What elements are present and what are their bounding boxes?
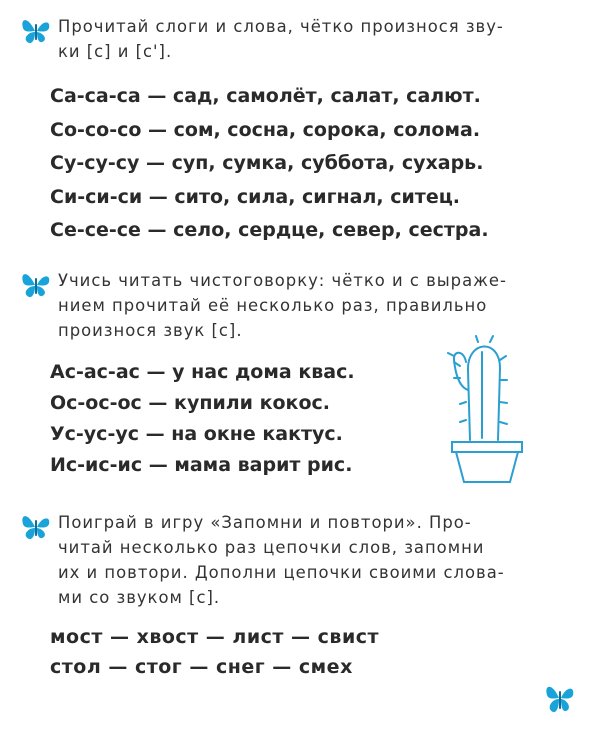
instruction-line: Прочитай слоги и слова, чётко произнося зву- bbox=[58, 17, 504, 36]
word-chain-row: стол — стог — снег — смех bbox=[50, 656, 353, 678]
page-butterfly-icon bbox=[544, 682, 576, 716]
syllable-list bbox=[50, 80, 588, 248]
task-1 bbox=[8, 14, 588, 248]
task-3-header bbox=[8, 510, 588, 610]
cactus-illustration bbox=[438, 330, 533, 488]
butterfly-icon bbox=[20, 16, 52, 46]
instruction-line: нием прочитай её несколько раз, правильно bbox=[58, 296, 488, 315]
task-3-instruction bbox=[58, 510, 588, 610]
task-1-instruction bbox=[58, 14, 588, 64]
instruction-line: Учись читать чистоговорку: чётко и с выраже- bbox=[58, 271, 507, 290]
syllable-row: Се-се-се — село, сердце, север, сестра. bbox=[50, 219, 489, 241]
instruction-line: ки [с] и [с']. bbox=[58, 42, 173, 61]
tongue-twister-row: Ос-ос-ос — купили кокос. bbox=[50, 392, 330, 414]
instruction-line: произнося звук [с]. bbox=[58, 321, 243, 340]
word-chain-row: мост — хвост — лист — свист bbox=[50, 626, 380, 648]
instruction-line: ми со звуком [с]. bbox=[58, 588, 221, 607]
butterfly-icon bbox=[20, 512, 52, 542]
instruction-line: читай несколько раз цепочки слов, запомни bbox=[58, 538, 485, 557]
tongue-twister-row: Ус-ус-ус — на окне кактус. bbox=[50, 423, 343, 445]
instruction-line: их и повтори. Дополни цепочки своими слова- bbox=[58, 563, 505, 582]
syllable-row: Са-са-са — сад, самолёт, салат, салют. bbox=[50, 85, 481, 107]
butterfly-icon bbox=[20, 270, 52, 300]
task-3 bbox=[8, 510, 588, 682]
instruction-line: Поиграй в игру «Запомни и повтори». Про- bbox=[58, 513, 472, 532]
syllable-row: Су-су-су — суп, сумка, суббота, сухарь. bbox=[50, 152, 484, 174]
tongue-twister-row: Ас-ас-ас — у нас дома квас. bbox=[50, 361, 355, 383]
syllable-row: Со-со-со — сом, сосна, сорока, солома. bbox=[50, 118, 481, 141]
syllable-row: Си-си-си — сито, сила, сигнал, ситец. bbox=[50, 185, 461, 208]
tongue-twister-row: Ис-ис-ис — мама варит рис. bbox=[50, 454, 353, 476]
word-chain-list bbox=[50, 622, 588, 682]
task-1-header bbox=[8, 14, 588, 64]
